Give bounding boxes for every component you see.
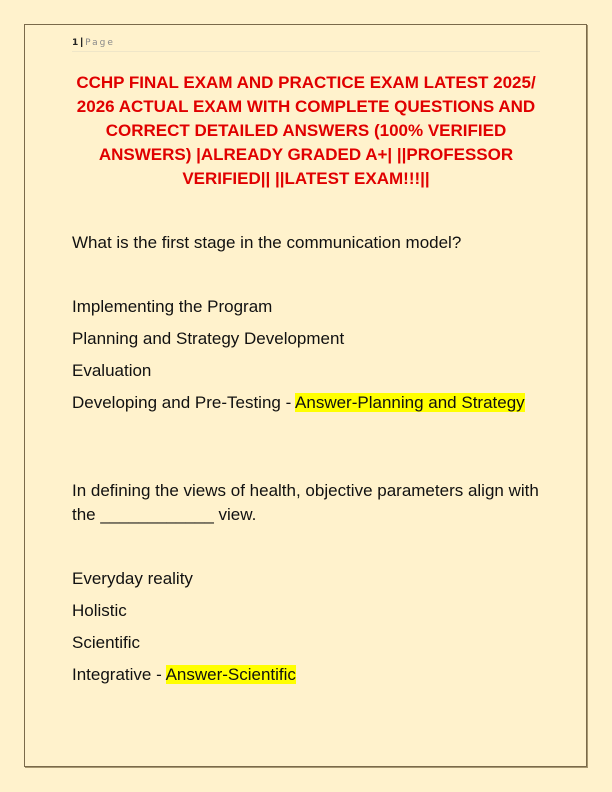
q1-option-2: Planning and Strategy Development bbox=[72, 329, 345, 348]
q1-answer-highlight: Answer-Planning and Strategy bbox=[295, 393, 525, 412]
q2-option-2: Holistic bbox=[72, 601, 127, 620]
page-number: 1 bbox=[72, 38, 79, 48]
header-separator: | bbox=[80, 37, 84, 48]
q2-option-1: Everyday reality bbox=[72, 569, 193, 588]
q1-option-4-with-answer bbox=[72, 391, 542, 415]
page-label: Page bbox=[85, 38, 115, 48]
q2-option-4: Integrative - bbox=[72, 665, 166, 684]
q1-option-4: Developing and Pre-Testing - bbox=[72, 393, 296, 412]
page-header bbox=[72, 36, 540, 52]
question-1: What is the first stage in the communication model? bbox=[72, 233, 462, 252]
question-2: In defining the views of health, objective parameters align with the ____________ view. bbox=[72, 481, 539, 524]
q1-option-3: Evaluation bbox=[72, 361, 152, 380]
q2-option-4-with-answer bbox=[72, 663, 542, 687]
document-title: CCHP FINAL EXAM AND PRACTICE EXAM LATEST 2025/ 2026 ACTUAL EXAM WITH COMPLETE QUESTIONS AND CORRECT DETAILED ANSWERS (100% VERIFIED ANSWERS) |ALREADY GRADED A+| ||PROFESSOR VERIFIED|| ||LATEST EXAM!!!|| bbox=[76, 73, 536, 188]
q2-answer-highlight: Answer-Scientific bbox=[165, 665, 296, 684]
q2-option-3: Scientific bbox=[72, 633, 141, 652]
q1-option-1: Implementing the Program bbox=[72, 297, 273, 316]
